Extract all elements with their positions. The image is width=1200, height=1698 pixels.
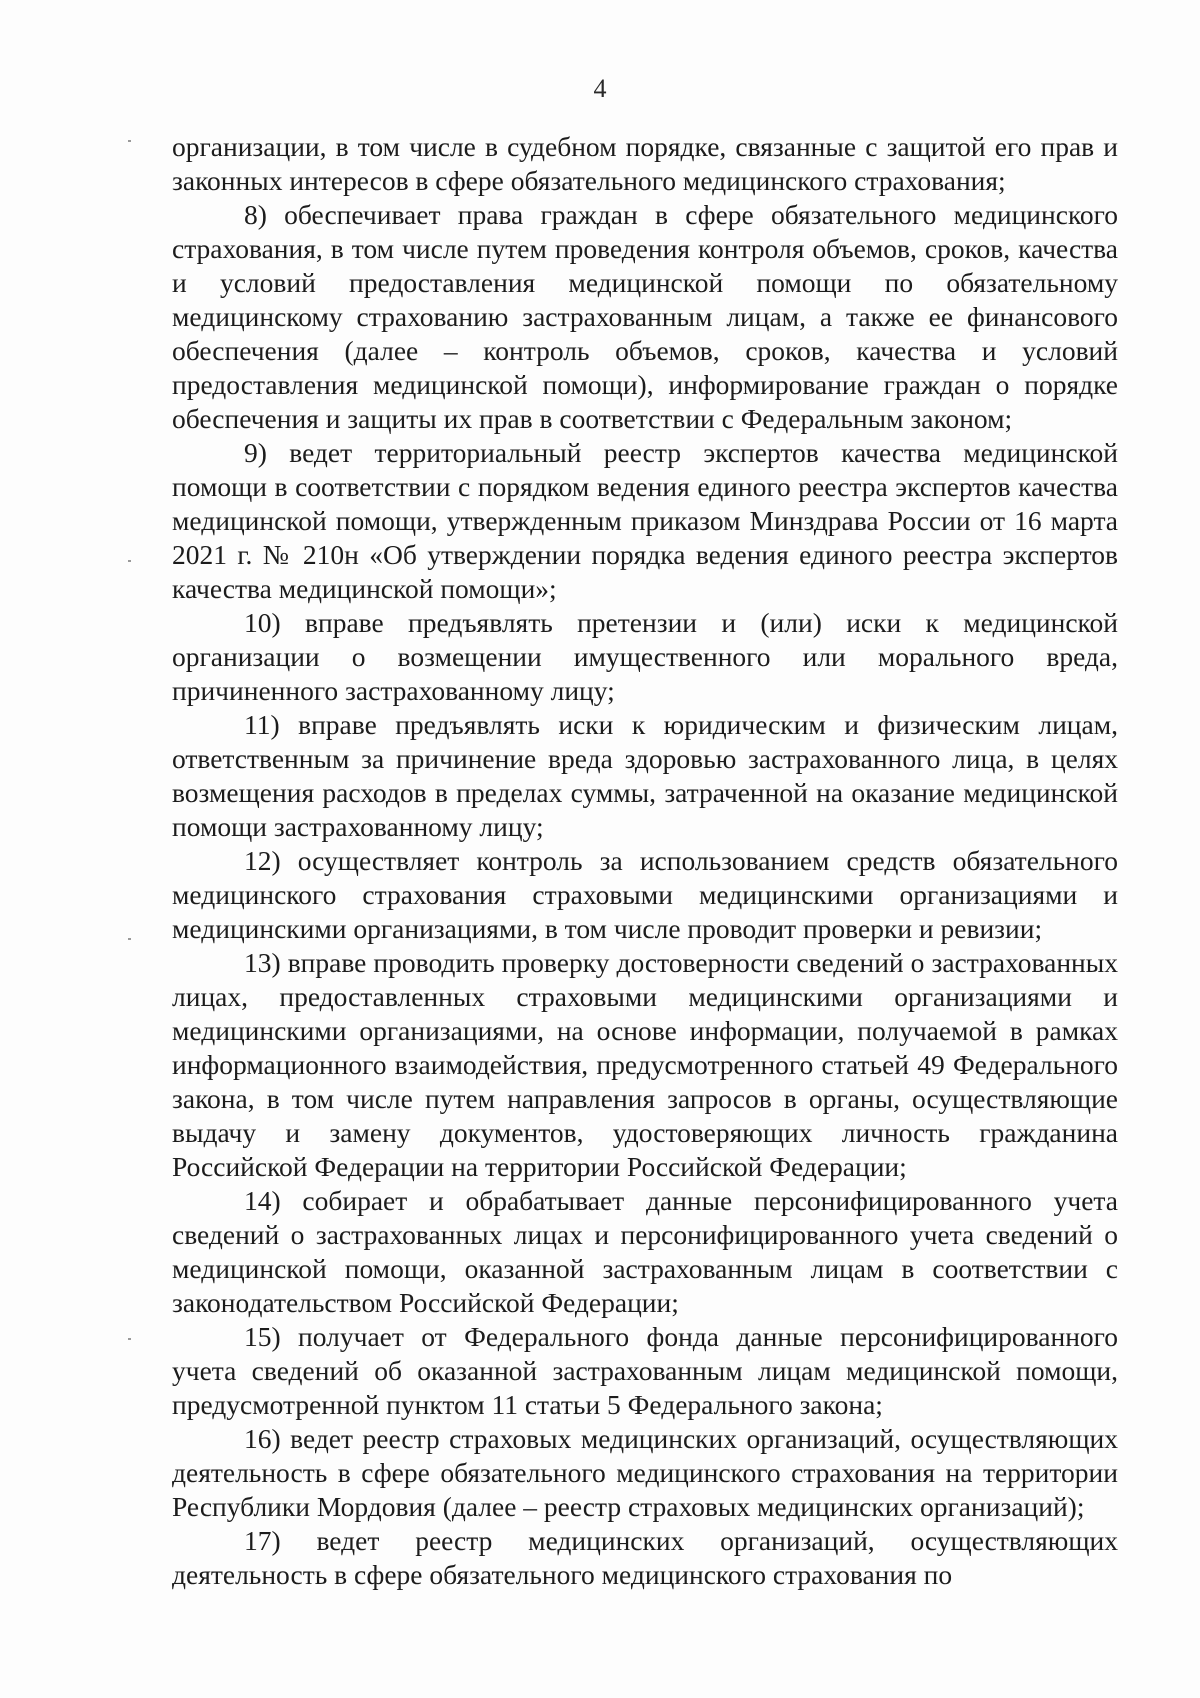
margin-mark (128, 560, 131, 562)
paragraph-item-12: 12) осуществляет контроль за использованием средств обязательного медицинского страхования страховыми медицинскими организациями и медицинскими организациями, в том числе проводит проверки и ревизии; (172, 845, 1118, 944)
margin-mark (128, 938, 131, 940)
paragraph-item-17: 17) ведет реестр медицинских организаций, осуществляющих деятельность в сфере обязательного медицинского страхования по (172, 1525, 1118, 1590)
margin-mark (128, 140, 131, 142)
page-number: 4 (593, 74, 607, 103)
paragraph-item-15: 15) получает от Федерального фонда данные персонифицированного учета сведений об оказанной застрахованным лицам медицинской помощи, предусмотренной пунктом 11 статьи 5 Федерального закона; (172, 1321, 1118, 1420)
paragraph-item-11: 11) вправе предъявлять иски к юридическим и физическим лицам, ответственным за причинение вреда здоровью застрахованного лица, в целях возмещения расходов в пределах суммы, затраченной на оказание медицинской помощи застрахованному лицу; (172, 709, 1118, 842)
paragraph-item-14: 14) собирает и обрабатывает данные персонифицированного учета сведений о застрахованных лицах и персонифицированного учета сведений о медицинской помощи, оказанной застрахованным лицам в соответствии с законодательством Российской Федерации; (172, 1185, 1118, 1318)
paragraph-continuation: организации, в том числе в судебном порядке, связанные с защитой его прав и законных интересов в сфере обязательного медицинского страхования; (172, 131, 1118, 196)
paragraph-item-13: 13) вправе проводить проверку достоверности сведений о застрахованных лицах, предоставленных страховыми медицинскими организациями и медицинскими организациями, на основе информации, получаемой в рамках информационного взаимодействия, предусмотренного статьей 49 Федерального закона, в том числе путем направления запросов в органы, осуществляющие выдачу и замену документов, удостоверяющих личность гражданина Российской Федерации на территории Российской Федерации; (172, 947, 1118, 1182)
paragraph-item-8: 8) обеспечивает права граждан в сфере обязательного медицинского страхования, в том числе путем проведения контроля объемов, сроков, качества и условий предоставления медицинской помощи по обязательному медицинскому страхованию застрахованным лицам, а также ее финансового обеспечения (далее – контроль объемов, сроков, качества и условий предоставления медицинской помощи), информирование граждан о порядке обеспечения и защиты их прав в соответствии с Федеральным законом; (172, 199, 1118, 434)
paragraph-item-10: 10) вправе предъявлять претензии и (или) иски к медицинской организации о возмещении имущественного или морального вреда, причиненного застрахованному лицу; (172, 607, 1118, 706)
margin-mark (128, 1338, 131, 1340)
paragraph-item-16: 16) ведет реестр страховых медицинских организаций, осуществляющих деятельность в сфере обязательного медицинского страхования на территории Республики Мордовия (далее – реестр страховых медицинских организаций); (172, 1423, 1118, 1522)
paragraph-item-9: 9) ведет территориальный реестр экспертов качества медицинской помощи в соответствии с порядком ведения единого реестра экспертов качества медицинской помощи, утвержденным приказом Минздрава России от 16 марта 2021 г. № 210н «Об утверждении порядка ведения единого реестра экспертов качества медицинской помощи»; (172, 437, 1118, 604)
document-body (172, 130, 1118, 1592)
